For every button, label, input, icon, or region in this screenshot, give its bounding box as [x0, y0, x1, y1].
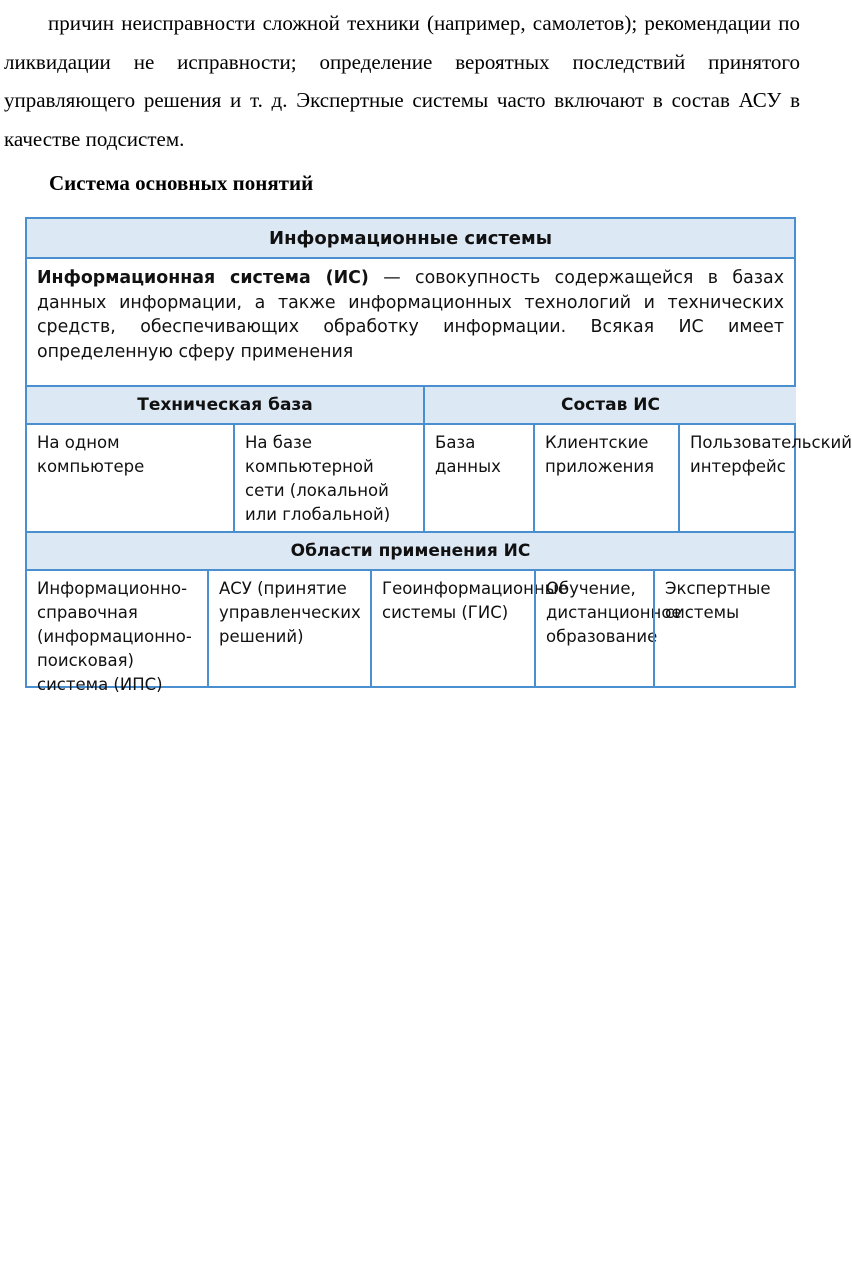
information-systems-table	[25, 217, 852, 694]
details-row	[27, 425, 852, 533]
composition-header: Состав ИС	[423, 387, 796, 423]
composition-client-apps: Клиентские приложения	[533, 425, 678, 531]
area-reference-system: Информационно-справочная (информационно-поисковая) система (ИПС)	[37, 579, 192, 694]
application-areas-row	[27, 571, 794, 694]
application-areas-header: Области применения ИС	[27, 533, 794, 571]
body-paragraph: причин неисправности сложной техники (например, самолетов); рекомендации по ликвидации не исправности; определение вероятных последствий принятого управляющего решения и т. д. Экспертные системы часто включают в состав АСУ в качестве подсистем.	[4, 11, 800, 151]
composition-database: База данных	[423, 425, 533, 531]
definition-body: — совокупность содержащейся в базах данных информации, а также информационных технологий и технических средств, обеспечивающих обработку информации. Всякая ИС имеет определенную сферу применения	[37, 268, 784, 362]
table-title: Информационные системы	[27, 219, 794, 259]
section-heading: Система основных понятий	[49, 171, 314, 195]
area-asu: АСУ (принятие управленческих решений)	[207, 571, 370, 686]
definition-term: Информационная система (ИС)	[37, 268, 369, 288]
composition-user-interface: Пользовательский интерфейс	[678, 425, 794, 531]
area-expert-systems: Экспертные системы	[653, 571, 794, 686]
subheader-row	[27, 387, 794, 425]
tech-base-single-computer: На одном компьютере	[37, 433, 145, 476]
tech-base-network: На базе компьютерной сети (локальной или глобальной)	[233, 425, 423, 531]
area-gis: Геоинформационные системы (ГИС)	[370, 571, 534, 686]
definition-block	[27, 259, 794, 387]
technical-base-header: Техническая база	[27, 387, 423, 423]
area-education: Обучение, дистанционное образование	[534, 571, 653, 686]
